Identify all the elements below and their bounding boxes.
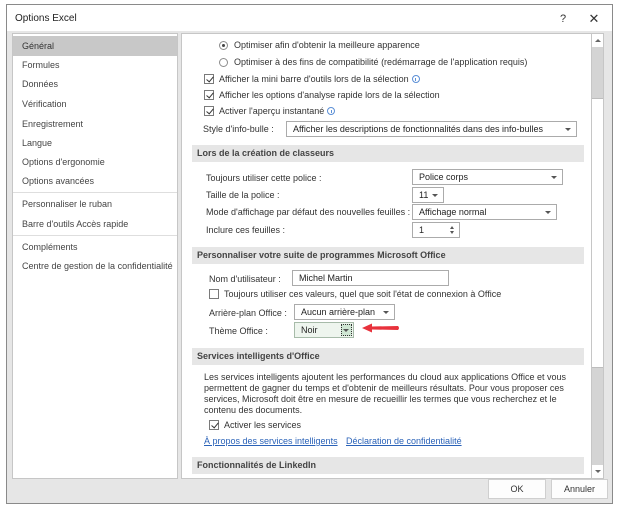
sidebar-item-proofing[interactable]: Vérification	[22, 99, 67, 109]
dialog-title: Options Excel	[15, 13, 77, 24]
help-button[interactable]: ?	[559, 13, 567, 25]
section-header-new-workbooks: Lors de la création de classeurs	[192, 145, 584, 162]
font-size-label: Taille de la police :	[206, 190, 280, 200]
sheet-count-value: 1	[419, 225, 425, 235]
options-sidebar	[12, 33, 178, 479]
intelligent-services-description: Les services intelligents ajoutent les performances du cloud aux applications Office et vous permettent de gagner du temps et d'obtenir de meilleurs résultats. Pour vous proposer ces services, Microsoft doit être en mesure de recueillir les termes que vous recherchez et le contenu des documents.	[204, 372, 567, 415]
office-theme-label: Thème Office :	[209, 326, 268, 336]
checkbox-quick-analysis[interactable]	[204, 90, 214, 100]
scroll-thumb[interactable]	[592, 98, 603, 368]
sidebar-item-add-ins[interactable]: Compléments	[22, 242, 78, 252]
tooltip-style-label: Style d'info-bulle :	[203, 124, 274, 134]
checkbox-live-preview-label: Activer l'aperçu instantané	[219, 106, 335, 116]
radio-compatibility[interactable]	[219, 58, 228, 67]
office-theme-dropdown[interactable]	[294, 322, 354, 338]
checkbox-always-use-values[interactable]	[209, 289, 219, 299]
chevron-down-icon	[343, 329, 349, 332]
spin-up-icon[interactable]	[450, 226, 454, 229]
link-about-intelligent-services[interactable]: À propos des services intelligents	[204, 436, 338, 446]
chevron-down-icon	[565, 128, 571, 131]
dropdown-button[interactable]	[341, 324, 352, 336]
sidebar-item-accessibility[interactable]: Options d'ergonomie	[22, 157, 105, 167]
chevron-down-icon	[383, 311, 389, 314]
general-options-panel	[181, 33, 595, 479]
sidebar-item-language[interactable]: Langue	[22, 138, 53, 148]
checkbox-always-use-values-label: Toujours utiliser ces valeurs, quel que soit l'état de connexion à Office	[224, 289, 502, 299]
info-icon	[327, 107, 335, 115]
sidebar-item-quick-access-toolbar[interactable]: Barre d'outils Accès rapide	[22, 219, 129, 229]
ok-button[interactable]: OK	[488, 479, 546, 499]
link-privacy-statement[interactable]: Déclaration de confidentialité	[346, 436, 462, 446]
spin-down-icon[interactable]	[450, 231, 454, 234]
info-icon	[412, 75, 420, 83]
radio-best-appearance[interactable]	[219, 41, 228, 50]
sidebar-item-general[interactable]: Général	[13, 36, 177, 56]
tooltip-style-value: Afficher les descriptions de fonctionnalités dans des info-bulles	[293, 124, 543, 134]
sheet-count-label: Inclure ces feuilles :	[206, 225, 286, 235]
font-size-dropdown[interactable]	[412, 187, 444, 203]
office-background-value: Aucun arrière-plan	[301, 307, 376, 317]
scroll-down-arrow-icon[interactable]	[592, 465, 603, 478]
vertical-scrollbar[interactable]	[591, 33, 604, 479]
username-label: Nom d'utilisateur :	[209, 274, 281, 284]
font-size-value: 11	[419, 190, 429, 200]
section-header-intelligent-services: Services intelligents d'Office	[192, 348, 584, 365]
sidebar-item-advanced[interactable]: Options avancées	[22, 176, 95, 186]
sidebar-item-save[interactable]: Enregistrement	[22, 119, 84, 129]
checkbox-enable-services-label: Activer les services	[224, 420, 302, 430]
office-background-label: Arrière-plan Office :	[209, 308, 287, 318]
radio-best-appearance-label: Optimiser afin d'obtenir la meilleure apparence	[234, 40, 420, 50]
title-bar	[7, 5, 612, 31]
section-header-linkedin: Fonctionnalités de LinkedIn	[192, 457, 584, 474]
checkbox-live-preview[interactable]	[204, 106, 214, 116]
radio-compatibility-label: Optimiser à des fins de compatibilité (redémarrage de l'application requis)	[234, 57, 528, 67]
sidebar-item-data[interactable]: Données	[22, 79, 59, 89]
tooltip-style-dropdown[interactable]	[286, 121, 577, 137]
annotation-arrow-icon	[362, 323, 400, 333]
default-view-value: Affichage normal	[419, 207, 487, 217]
chevron-down-icon	[432, 194, 438, 197]
section-header-personalize: Personnaliser votre suite de programmes Microsoft Office	[192, 247, 584, 264]
sheet-count-spinner[interactable]	[412, 222, 460, 238]
close-button[interactable]: ✕	[588, 11, 600, 26]
office-theme-value: Noir	[301, 325, 318, 335]
scroll-up-arrow-icon[interactable]	[592, 34, 603, 47]
checkbox-mini-toolbar[interactable]	[204, 74, 214, 84]
default-view-dropdown[interactable]	[412, 204, 557, 220]
office-background-dropdown[interactable]	[294, 304, 395, 320]
default-view-label: Mode d'affichage par défaut des nouvelles feuilles :	[206, 207, 411, 217]
checkbox-mini-toolbar-label: Afficher la mini barre d'outils lors de la sélection	[219, 74, 420, 84]
sidebar-item-customize-ribbon[interactable]: Personnaliser le ruban	[22, 199, 113, 209]
sidebar-item-trust-center[interactable]: Centre de gestion de la confidentialité	[22, 261, 173, 271]
sidebar-divider	[13, 192, 177, 193]
checkbox-enable-services[interactable]	[209, 420, 219, 430]
cancel-button[interactable]: Annuler	[551, 479, 608, 499]
sidebar-divider	[13, 235, 177, 236]
default-font-value: Police corps	[419, 172, 469, 182]
username-input[interactable]	[292, 270, 449, 286]
sidebar-item-formulas[interactable]: Formules	[22, 60, 60, 70]
chevron-down-icon	[551, 176, 557, 179]
checkbox-quick-analysis-label: Afficher les options d'analyse rapide lors de la sélection	[219, 90, 440, 100]
options-dialog	[6, 4, 613, 504]
default-font-dropdown[interactable]	[412, 169, 563, 185]
chevron-down-icon	[545, 211, 551, 214]
default-font-label: Toujours utiliser cette police :	[206, 173, 322, 183]
